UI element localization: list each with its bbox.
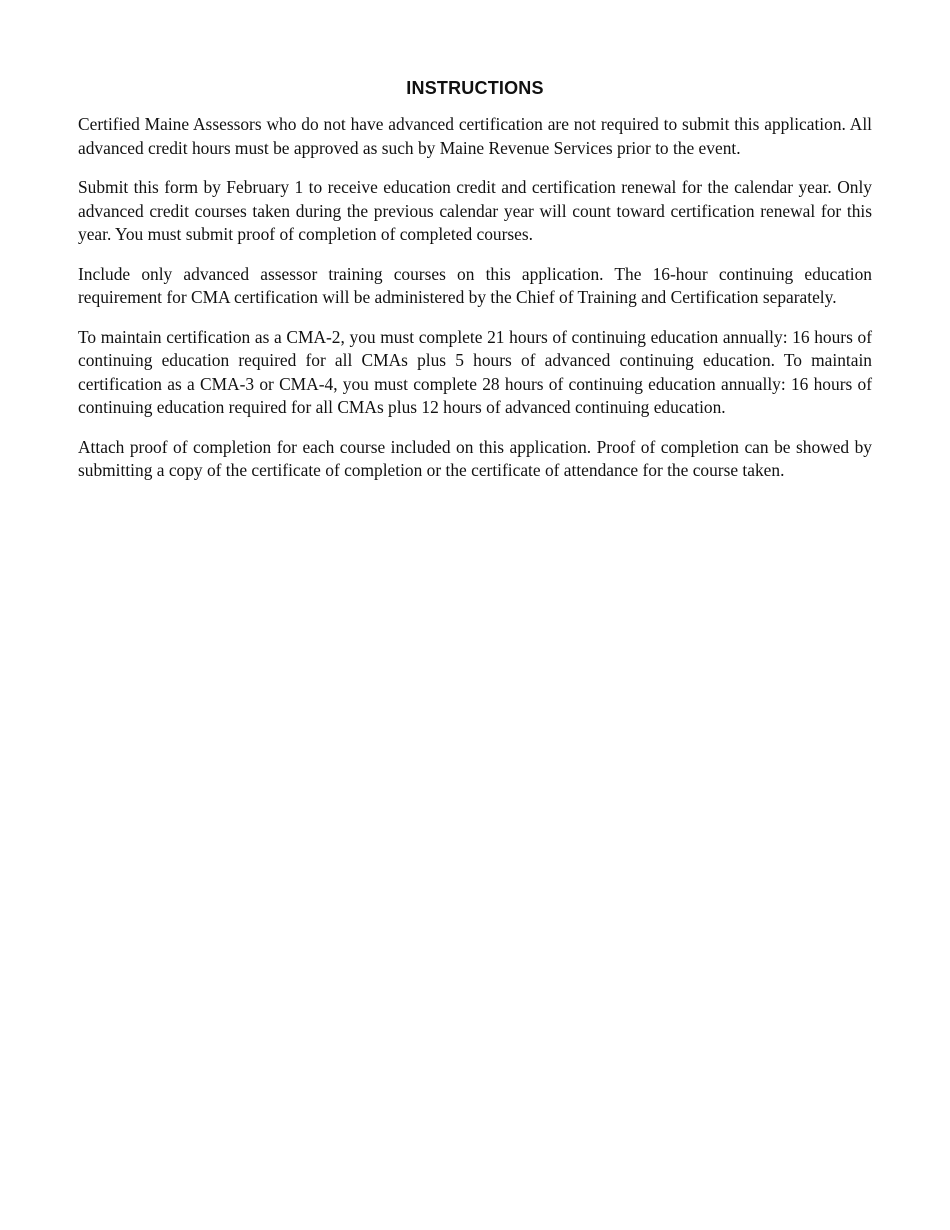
page-title: INSTRUCTIONS <box>406 78 544 98</box>
paragraph-hour-requirements: To maintain certification as a CMA-2, you must complete 21 hours of continuing education annually: 16 hours of continuing education required for all CMAs plus 5 hours of advanced continuing education. To maintain certification as a CMA-3 or CMA-4, you must complete 28 hours of continuing education annually: 16 hours of continuing education required for all CMAs plus 12 hours of advanced continuing education. <box>78 326 872 417</box>
instructions-page <box>78 78 872 499</box>
paragraph-deadline: Submit this form by February 1 to receive education credit and certification renewal for the calendar year. Only advanced credit courses taken during the previous calendar year will count toward certification renewal for this year. You must submit proof of completion of completed courses. <box>78 177 872 244</box>
paragraph-proof-of-completion: Attach proof of completion for each course included on this application. Proof of completion can be showed by submitting a copy of the certificate of completion or the certificate of attendance for the course taken. <box>78 436 872 480</box>
paragraph-advanced-courses: Include only advanced assessor training courses on this application. The 16-hour continuing education requirement for CMA certification will be administered by the Chief of Training and Certification separately. <box>78 263 872 307</box>
paragraph-eligibility: Certified Maine Assessors who do not have advanced certification are not required to submit this application. All advanced credit hours must be approved as such by Maine Revenue Services prior to the event. <box>78 114 872 158</box>
